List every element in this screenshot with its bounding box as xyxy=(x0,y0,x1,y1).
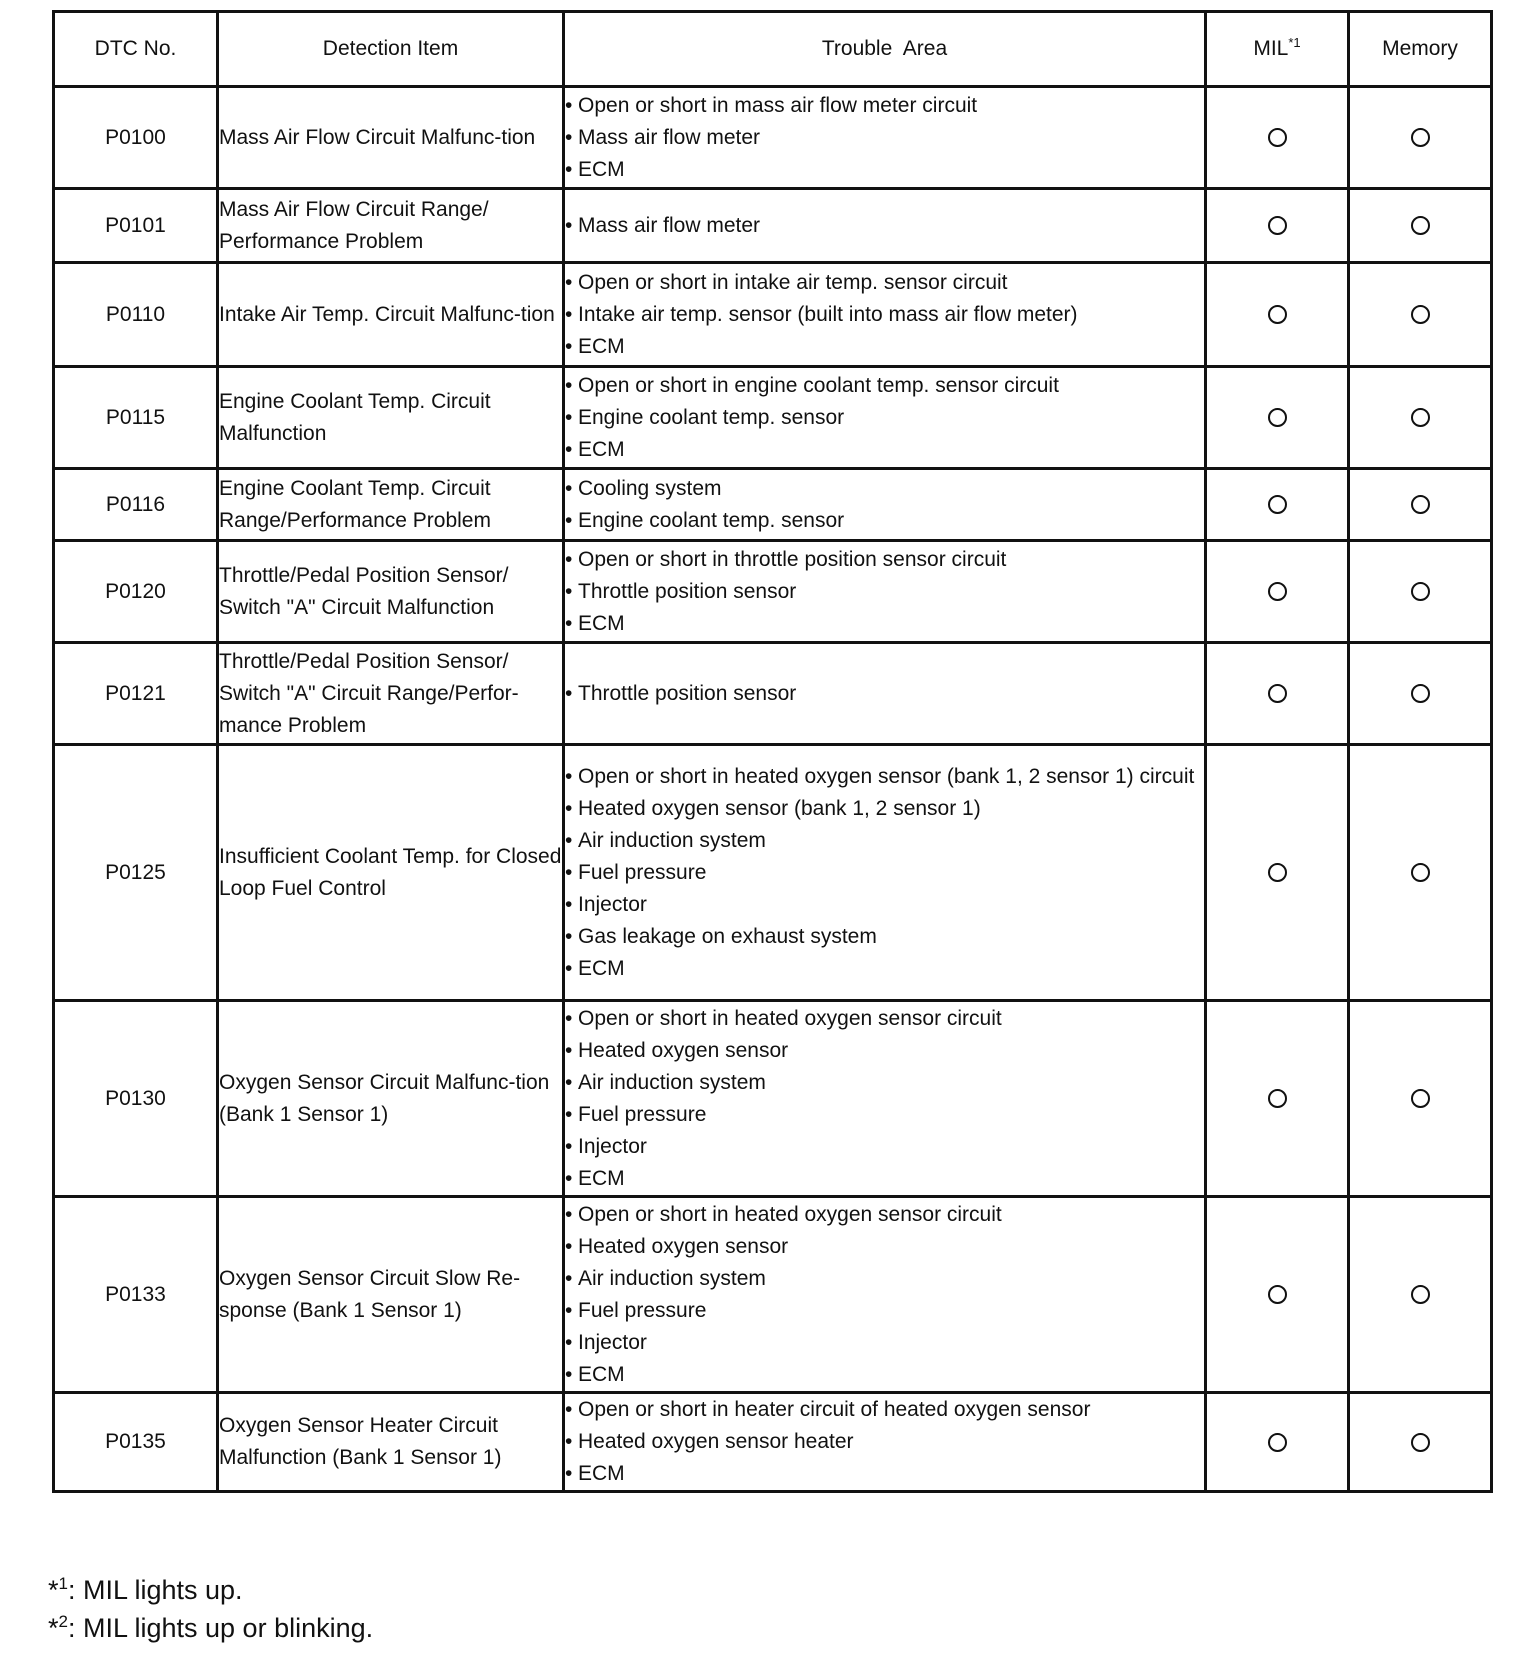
trouble-area xyxy=(564,367,1206,469)
trouble-area-item: • Intake air temp. sensor (built into mass air flow meter) xyxy=(565,299,1204,331)
memory-cell xyxy=(1349,263,1492,367)
trouble-area-item: • ECM xyxy=(565,1359,1204,1391)
table-row xyxy=(54,87,1492,189)
footnote-1-number: 1 xyxy=(58,1574,68,1593)
header-mil-footnote: *1 xyxy=(1288,35,1301,50)
memory-circle-icon xyxy=(1411,216,1430,235)
mil-circle-icon xyxy=(1268,1089,1287,1108)
trouble-area-item: • ECM xyxy=(565,608,1204,640)
detection-item: Throttle/Pedal Position Sensor/ Switch "A" Circuit Range/Perfor-mance Problem xyxy=(218,643,564,745)
trouble-area-item: • ECM xyxy=(565,154,1204,186)
mil-circle-icon xyxy=(1268,684,1287,703)
table-row xyxy=(54,1393,1492,1492)
dtc-code: P0100 xyxy=(54,87,218,189)
table-row xyxy=(54,1001,1492,1197)
trouble-area-item: • Heated oxygen sensor (bank 1, 2 sensor 1) xyxy=(565,793,1204,825)
trouble-area-item: • Open or short in throttle position sensor circuit xyxy=(565,544,1204,576)
memory-circle-icon xyxy=(1411,495,1430,514)
dtc-table-body xyxy=(54,87,1492,1492)
footnote-2-number: 2 xyxy=(58,1612,68,1631)
dtc-code: P0130 xyxy=(54,1001,218,1197)
trouble-area xyxy=(564,745,1206,1001)
trouble-area-item: • Injector xyxy=(565,1131,1204,1163)
table-row xyxy=(54,1197,1492,1393)
mil-circle-icon xyxy=(1268,128,1287,147)
trouble-area-list xyxy=(565,678,1204,710)
mil-cell xyxy=(1206,643,1349,745)
header-trouble-area: Trouble Area xyxy=(564,12,1206,87)
memory-cell xyxy=(1349,541,1492,643)
trouble-area-item: • Heated oxygen sensor xyxy=(565,1231,1204,1263)
trouble-area-item: • Mass air flow meter xyxy=(565,122,1204,154)
trouble-area xyxy=(564,87,1206,189)
trouble-area-item: • Throttle position sensor xyxy=(565,678,1204,710)
detection-item: Mass Air Flow Circuit Malfunc-tion xyxy=(218,87,564,189)
dtc-chart xyxy=(52,10,1490,1493)
trouble-area-item: • ECM xyxy=(565,953,1204,985)
mil-cell xyxy=(1206,1001,1349,1197)
mil-circle-icon xyxy=(1268,216,1287,235)
memory-circle-icon xyxy=(1411,408,1430,427)
trouble-area-list xyxy=(565,761,1204,985)
mil-circle-icon xyxy=(1268,863,1287,882)
dtc-table xyxy=(52,10,1493,1493)
trouble-area-item: • Fuel pressure xyxy=(565,1295,1204,1327)
trouble-area xyxy=(564,643,1206,745)
dtc-code: P0135 xyxy=(54,1393,218,1492)
trouble-area-list xyxy=(565,473,1204,537)
footnote-2-mark: * xyxy=(48,1613,59,1643)
detection-item: Throttle/Pedal Position Sensor/ Switch "A" Circuit Malfunction xyxy=(218,541,564,643)
mil-cell xyxy=(1206,367,1349,469)
table-row xyxy=(54,189,1492,263)
mil-circle-icon xyxy=(1268,1433,1287,1452)
dtc-code: P0133 xyxy=(54,1197,218,1393)
memory-cell xyxy=(1349,643,1492,745)
trouble-area-item: • Open or short in mass air flow meter circuit xyxy=(565,90,1204,122)
trouble-area xyxy=(564,469,1206,541)
memory-circle-icon xyxy=(1411,1285,1430,1304)
trouble-area xyxy=(564,189,1206,263)
dtc-code: P0121 xyxy=(54,643,218,745)
trouble-area-item: • Fuel pressure xyxy=(565,857,1204,889)
memory-cell xyxy=(1349,469,1492,541)
trouble-area-list xyxy=(565,90,1204,186)
mil-cell xyxy=(1206,1197,1349,1393)
header-row xyxy=(54,12,1492,87)
mil-circle-icon xyxy=(1268,582,1287,601)
table-row xyxy=(54,745,1492,1001)
detection-item: Oxygen Sensor Heater Circuit Malfunction (Bank 1 Sensor 1) xyxy=(218,1393,564,1492)
trouble-area-item: • Open or short in heated oxygen sensor circuit xyxy=(565,1003,1204,1035)
trouble-area-item: • Open or short in heated oxygen sensor (bank 1, 2 sensor 1) circuit xyxy=(565,761,1204,793)
mil-circle-icon xyxy=(1268,408,1287,427)
memory-circle-icon xyxy=(1411,863,1430,882)
detection-item: Oxygen Sensor Circuit Slow Re-sponse (Bank 1 Sensor 1) xyxy=(218,1197,564,1393)
memory-cell xyxy=(1349,189,1492,263)
mil-cell xyxy=(1206,745,1349,1001)
detection-item: Engine Coolant Temp. Circuit Range/Performance Problem xyxy=(218,469,564,541)
detection-item: Engine Coolant Temp. Circuit Malfunction xyxy=(218,367,564,469)
trouble-area-item: • Fuel pressure xyxy=(565,1099,1204,1131)
dtc-code: P0116 xyxy=(54,469,218,541)
mil-cell xyxy=(1206,263,1349,367)
table-row xyxy=(54,367,1492,469)
trouble-area-list xyxy=(565,1003,1204,1195)
trouble-area-item: • Open or short in engine coolant temp. sensor circuit xyxy=(565,370,1204,402)
trouble-area-list xyxy=(565,1199,1204,1391)
header-dtc-no: DTC No. xyxy=(54,12,218,87)
footnote-1-mark: * xyxy=(48,1575,59,1605)
trouble-area-list xyxy=(565,1394,1204,1490)
dtc-code: P0115 xyxy=(54,367,218,469)
footnote-1 xyxy=(48,1571,373,1609)
trouble-area-item: • ECM xyxy=(565,1163,1204,1195)
memory-circle-icon xyxy=(1411,305,1430,324)
dtc-code: P0101 xyxy=(54,189,218,263)
mil-cell xyxy=(1206,1393,1349,1492)
footnote-2 xyxy=(48,1609,373,1647)
trouble-area-item: • Engine coolant temp. sensor xyxy=(565,505,1204,537)
trouble-area xyxy=(564,1001,1206,1197)
detection-item: Oxygen Sensor Circuit Malfunc-tion (Bank 1 Sensor 1) xyxy=(218,1001,564,1197)
table-row xyxy=(54,469,1492,541)
header-mil-label: MIL xyxy=(1253,37,1289,60)
trouble-area-item: • Open or short in heated oxygen sensor circuit xyxy=(565,1199,1204,1231)
trouble-area-list xyxy=(565,267,1204,363)
header-mil xyxy=(1206,12,1349,87)
trouble-area-item: • Throttle position sensor xyxy=(565,576,1204,608)
trouble-area-item: • ECM xyxy=(565,1458,1204,1490)
trouble-area-item: • Mass air flow meter xyxy=(565,210,1204,242)
dtc-code: P0110 xyxy=(54,263,218,367)
table-row xyxy=(54,643,1492,745)
trouble-area-item: • Open or short in heater circuit of heated oxygen sensor xyxy=(565,1394,1204,1426)
memory-circle-icon xyxy=(1411,1089,1430,1108)
trouble-area xyxy=(564,1197,1206,1393)
trouble-area-list xyxy=(565,544,1204,640)
header-memory: Memory xyxy=(1349,12,1492,87)
mil-cell xyxy=(1206,541,1349,643)
trouble-area-item: • Open or short in intake air temp. sensor circuit xyxy=(565,267,1204,299)
trouble-area-item: • Injector xyxy=(565,1327,1204,1359)
memory-circle-icon xyxy=(1411,128,1430,147)
trouble-area-item: • Air induction system xyxy=(565,1263,1204,1295)
trouble-area-list xyxy=(565,210,1204,242)
trouble-area-item: • Air induction system xyxy=(565,1067,1204,1099)
memory-cell xyxy=(1349,87,1492,189)
table-row xyxy=(54,263,1492,367)
detection-item: Mass Air Flow Circuit Range/ Performance Problem xyxy=(218,189,564,263)
memory-circle-icon xyxy=(1411,582,1430,601)
trouble-area-item: • Gas leakage on exhaust system xyxy=(565,921,1204,953)
trouble-area-item: • Cooling system xyxy=(565,473,1204,505)
footnote-2-text: : MIL lights up or blinking. xyxy=(67,1613,374,1643)
mil-circle-icon xyxy=(1268,305,1287,324)
memory-cell xyxy=(1349,1393,1492,1492)
mil-cell xyxy=(1206,469,1349,541)
memory-circle-icon xyxy=(1411,684,1430,703)
trouble-area-item: • ECM xyxy=(565,434,1204,466)
trouble-area-item: • Air induction system xyxy=(565,825,1204,857)
mil-cell xyxy=(1206,189,1349,263)
memory-cell xyxy=(1349,1197,1492,1393)
mil-circle-icon xyxy=(1268,495,1287,514)
trouble-area-item: • Heated oxygen sensor xyxy=(565,1035,1204,1067)
footnotes xyxy=(48,1571,373,1647)
trouble-area-item: • Heated oxygen sensor heater xyxy=(565,1426,1204,1458)
header-detection-item: Detection Item xyxy=(218,12,564,87)
detection-item: Intake Air Temp. Circuit Malfunc-tion xyxy=(218,263,564,367)
trouble-area xyxy=(564,541,1206,643)
mil-circle-icon xyxy=(1268,1285,1287,1304)
trouble-area-item: • Injector xyxy=(565,889,1204,921)
detection-item: Insufficient Coolant Temp. for Closed Loop Fuel Control xyxy=(218,745,564,1001)
dtc-code: P0120 xyxy=(54,541,218,643)
footnote-1-text: : MIL lights up. xyxy=(67,1575,243,1605)
trouble-area xyxy=(564,263,1206,367)
trouble-area-list xyxy=(565,370,1204,466)
memory-cell xyxy=(1349,1001,1492,1197)
trouble-area-item: • ECM xyxy=(565,331,1204,363)
trouble-area xyxy=(564,1393,1206,1492)
memory-cell xyxy=(1349,745,1492,1001)
mil-cell xyxy=(1206,87,1349,189)
dtc-code: P0125 xyxy=(54,745,218,1001)
memory-cell xyxy=(1349,367,1492,469)
memory-circle-icon xyxy=(1411,1433,1430,1452)
table-row xyxy=(54,541,1492,643)
trouble-area-item: • Engine coolant temp. sensor xyxy=(565,402,1204,434)
